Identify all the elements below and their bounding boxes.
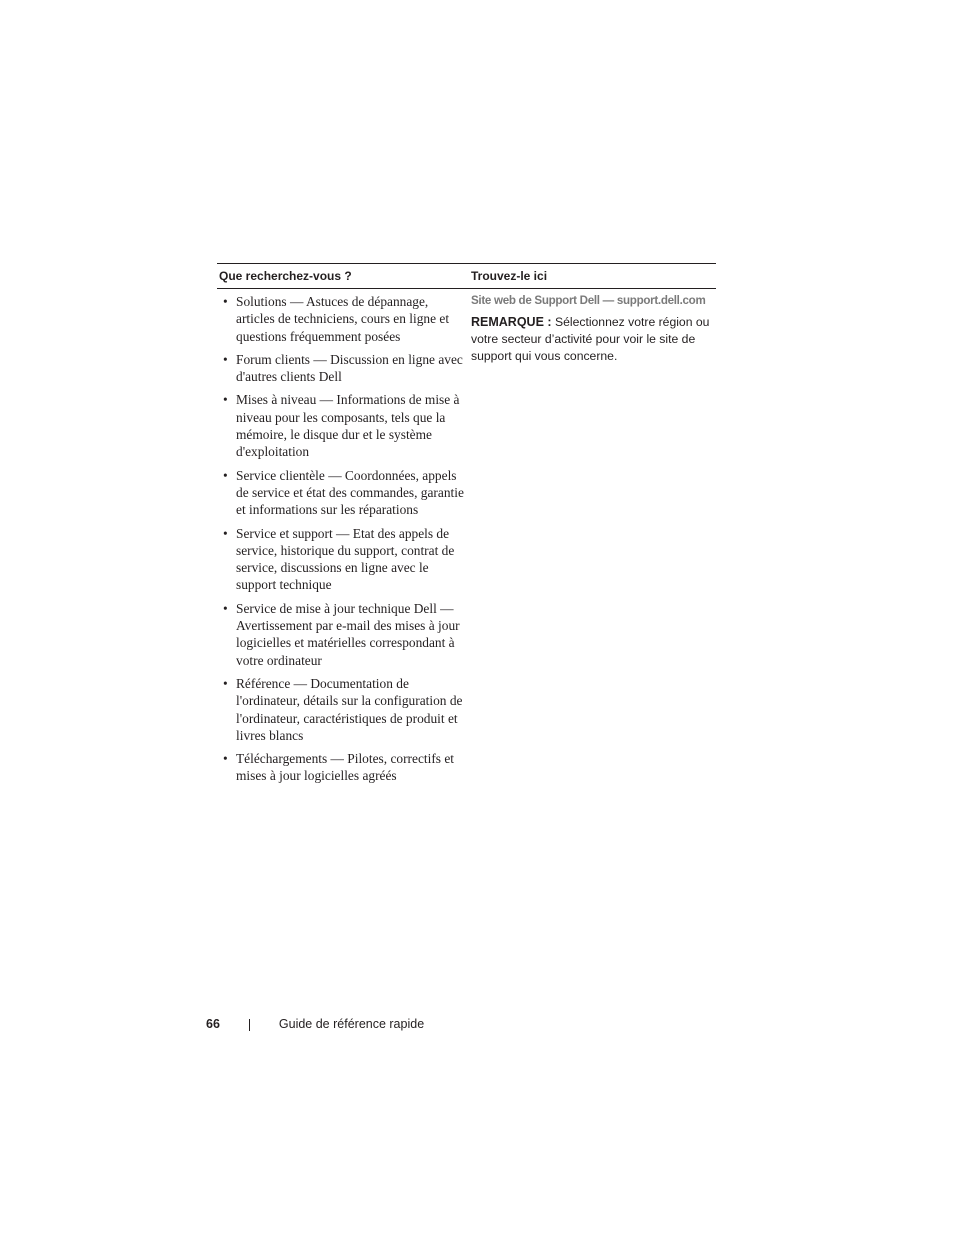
bullet-icon: • (223, 294, 228, 309)
list-item-text: Forum clients — Discussion en ligne avec d'autres clients Dell (236, 351, 463, 385)
info-table (217, 263, 716, 791)
right-cell (469, 293, 716, 791)
list-item (217, 293, 469, 345)
list-item-text: Solutions — Astuces de dépannage, articles de techniciens, cours en ligne et questions fréquemment posées (236, 294, 450, 344)
bullet-icon: • (223, 467, 228, 483)
bullet-icon: • (223, 351, 228, 367)
footer-title: Guide de référence rapide (278, 1016, 425, 1031)
page-footer (206, 1016, 424, 1031)
left-cell (217, 293, 469, 791)
resource-list (217, 293, 469, 785)
note-text: Sélectionnez votre région ou votre secteur d’activité pour voir le site de support qui vous concerne. (471, 315, 710, 364)
list-item (217, 391, 469, 460)
bullet-icon: • (223, 525, 228, 541)
bullet-icon: • (223, 751, 228, 767)
list-item (217, 525, 469, 594)
support-site-link[interactable]: Site web de Support Dell — support.dell.com (471, 294, 706, 307)
list-item-text: Service clientèle — Coordonnées, appels de service et état des commandes, garantie et informations sur les réparations (236, 467, 464, 518)
list-item-text: Service de mise à jour technique Dell — Avertissement par e-mail des mises à jour logicielles et matérielles correspondant à votre ordinateur (236, 600, 460, 668)
table-body (217, 289, 716, 791)
list-item (217, 351, 469, 386)
list-item (217, 750, 469, 785)
note-block (471, 314, 716, 366)
list-item-text: Référence — Documentation de l'ordinateur, détails sur la configuration de l'ordinateur, caractéristiques de produit et livres blancs (236, 675, 463, 743)
footer-divider (249, 1019, 250, 1031)
header-right: Trouvez-le ici (471, 269, 548, 283)
bullet-icon: • (223, 392, 228, 408)
bullet-icon: • (223, 675, 228, 691)
header-left: Que recherchez-vous ? (219, 269, 352, 283)
list-item-text: Service et support — Etat des appels de service, historique du support, contrat de service, discussions en ligne avec le support technique (236, 525, 455, 593)
list-item (217, 675, 469, 744)
bullet-icon: • (223, 600, 228, 616)
list-item (217, 467, 469, 519)
list-item-text: Téléchargements — Pilotes, correctifs et mises à jour logicielles agréés (236, 751, 455, 784)
page-number: 66 (206, 1016, 220, 1031)
list-item (217, 600, 469, 669)
table-header (217, 263, 716, 289)
list-item-text: Mises à niveau — Informations de mise à niveau pour les composants, tels que la mémoire, le disque dur et le système d'exploitation (236, 392, 460, 460)
note-label: REMARQUE : (471, 315, 552, 329)
